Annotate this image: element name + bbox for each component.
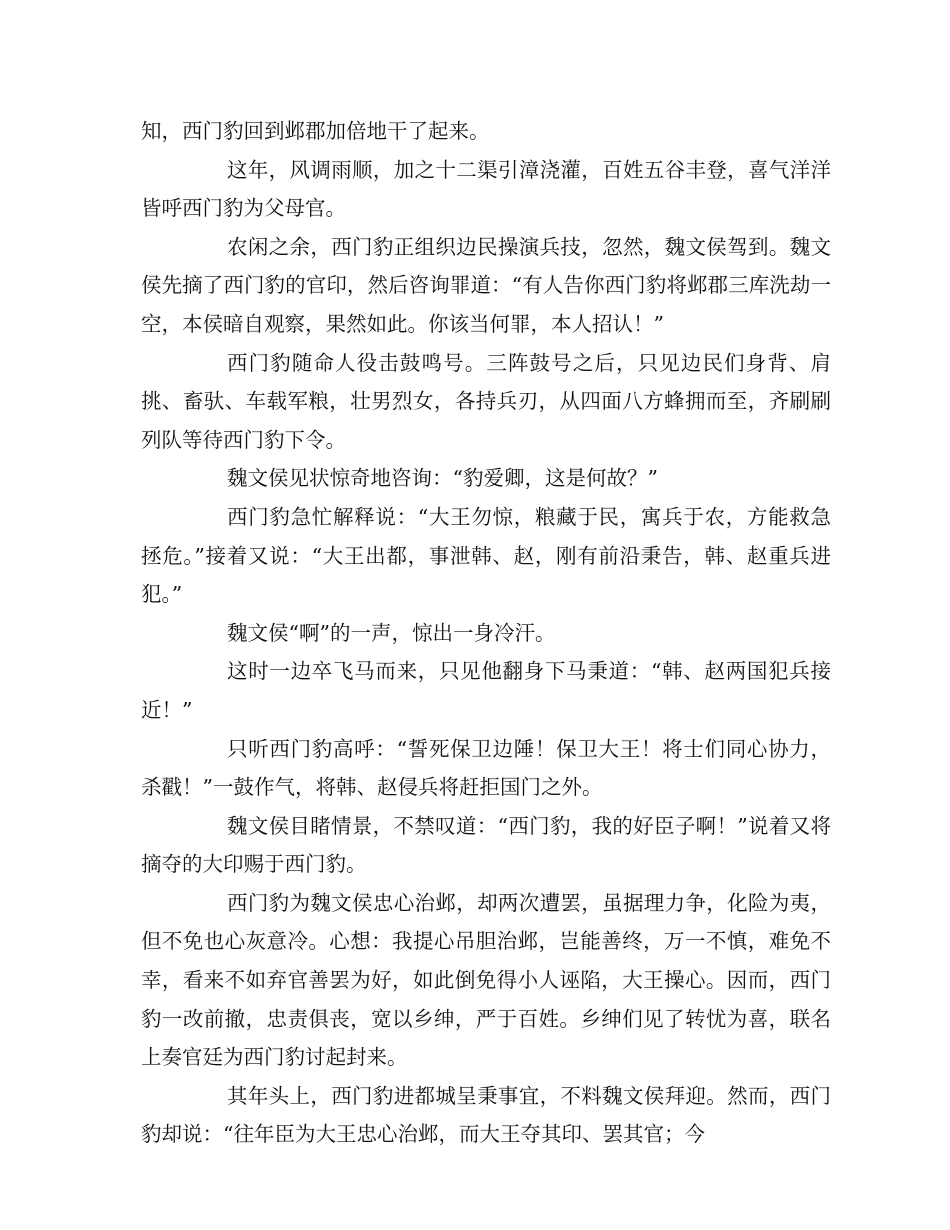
paragraph-1: 知，西门豹回到邺郡加倍地干了起来。 [141, 119, 490, 143]
paragraph-5: 魏文侯见状惊奇地咨询：“豹爱卿，这是何故？” [227, 466, 658, 491]
paragraph-7: 魏文侯“啊”的一声，惊出一身冷汗。 [227, 620, 556, 645]
paragraph-9: 只听西门豹高呼：“誓死保卫边陲！保卫大王！将士们同心协力，杀戳！”一鼓作气，将韩、赵侵兵将赶拒国门之外。 [141, 736, 831, 800]
paragraph-8: 这时一边卒飞马而来，只见他翻身下马秉道：“韩、赵两国犯兵接近！” [141, 659, 831, 722]
paragraph-12: 其年头上，西门豹进都城呈秉事宜，不料魏文侯拜迎。然而，西门豹却说：“往年臣为大王忠心治邺，而大王夺其印、罢其官；今 [141, 1083, 831, 1147]
paragraph-3: 农闲之余，西门豹正组织边民操演兵技，忽然，魏文侯驾到。魏文侯先摘了西门豹的官印，然后咨询罪道：“有人告你西门豹将邺郡三库洗劫一空，本侯暗自观察，果然如此。你该当何罪，本人招认！” [141, 234, 831, 336]
paragraph-4: 西门豹随命人役击鼓鸣号。三阵鼓号之后，只见边民们身背、肩挑、畜驮、车载军粮，壮男烈女，各持兵刃，从四面八方蜂拥而至，齐刷刷列队等待西门豹下令。 [141, 350, 831, 452]
paragraph-11: 西门豹为魏文侯忠心治邺，却两次遭罢，虽据理力争，化险为夷，但不免也心灰意冷。心想：我提心吊胆治邺，岂能善终，万一不慎，难免不幸，看来不如弃官善罢为好，如此倒免得小人诬陷，大王操心。因而，西门豹一改前撤，忠责俱丧，宽以乡绅，严于百姓。乡绅们见了转忧为喜，联名上奏官廷为西门豹讨起封来。 [141, 890, 831, 1070]
body-text [141, 112, 831, 1154]
paragraph-2: 这年，风调雨顺，加之十二渠引漳浇灌，百姓五谷丰登，喜气洋洋皆呼西门豹为父母官。 [141, 157, 831, 221]
paragraph-10: 魏文侯目睹情景，不禁叹道：“西门豹，我的好臣子啊！”说着又将摘夺的大印赐于西门豹。 [141, 813, 831, 877]
paragraph-6: 西门豹急忙解释说：“大王勿惊，粮藏于民，寓兵于农，方能救急拯危。”接着又说：“大王出都，事泄韩、赵，刚有前沿秉告，韩、赵重兵进犯。” [141, 504, 831, 607]
